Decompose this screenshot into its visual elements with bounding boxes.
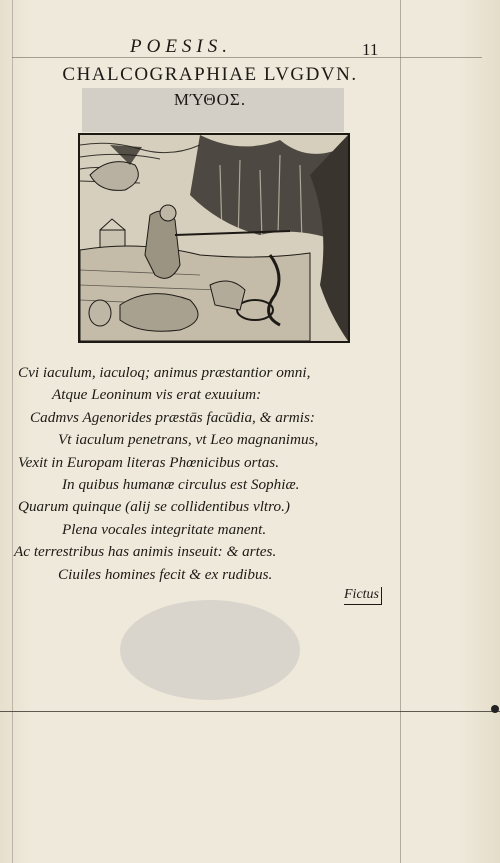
verse-line: Cvi iaculum, iaculoq; animus præstantior omni,: [18, 364, 311, 381]
left-margin-rule: [12, 0, 13, 863]
catchword: Fictus: [344, 587, 382, 605]
verse-line: Cadmvs Agenorides præstās facūdia, & armis:: [30, 408, 315, 426]
running-head: POESIS.: [130, 36, 233, 57]
verse-line: In quibus humanæ circulus est Sophiæ.: [62, 476, 300, 493]
folio-number: 11: [362, 40, 379, 59]
verse-line: Vexit in Europam literas Phœnicibus ortas.: [18, 453, 279, 471]
bleed-through-ornament: [120, 600, 300, 700]
verse-line: Ac terrestribus has animis inseuit: & artes.: [14, 543, 277, 561]
woodcut-illustration: [78, 133, 350, 343]
fold-rule: [0, 711, 500, 712]
binding-hole: [491, 705, 499, 713]
verse-line: Ciuiles homines fecit & ex rudibus.: [58, 565, 273, 583]
verse-line: Vt iaculum penetrans, vt Leo magnanimus,: [58, 431, 319, 449]
verse-line: Plena vocales integritate manent.: [62, 520, 267, 538]
verse-line: Atque Leoninum vis erat exuuium:: [52, 386, 262, 404]
right-margin-rule: [400, 0, 401, 863]
page-title: CHALCOGRAPHIAE LVGDVN.: [62, 64, 358, 85]
woodcut-scene-icon: [80, 135, 348, 341]
verse-line: Quarum quinque (alij se collidentibus vltro.): [18, 498, 290, 516]
page-subtitle: ΜΎΘΟΣ.: [173, 90, 247, 109]
